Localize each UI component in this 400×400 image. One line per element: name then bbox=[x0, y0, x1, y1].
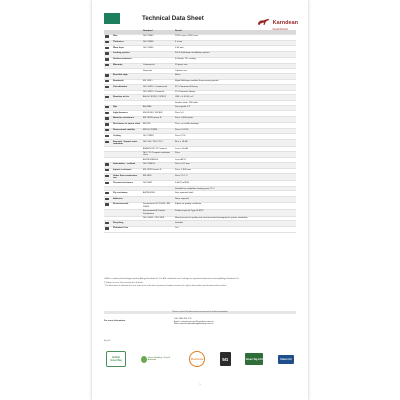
property-icon bbox=[105, 135, 109, 137]
row-result: Pass, no visible damage bbox=[174, 122, 296, 128]
property-icon bbox=[105, 192, 109, 194]
row-standard: EN 13329 annex F bbox=[142, 168, 174, 174]
row-label: Surface treatment bbox=[112, 57, 142, 63]
row-result: Pass grade: P2 bbox=[174, 105, 296, 111]
row-label: Acoustic / Impact noise reduction bbox=[112, 140, 142, 147]
row-label: Reaction to fire bbox=[112, 95, 142, 101]
row-result: Pass: 2,000 cycles bbox=[174, 117, 296, 123]
row-result: 15 years use bbox=[174, 63, 296, 69]
row-standard: ISO 23999 bbox=[142, 134, 174, 140]
property-icon bbox=[105, 198, 109, 200]
row-result: K-Guard+ PU coating bbox=[174, 57, 296, 63]
row-standard: EN ISO 23999 bbox=[142, 128, 174, 134]
row-standard: ISO 10874 - Commercial bbox=[142, 85, 174, 91]
brand-color-block bbox=[104, 13, 120, 24]
row-label: Size bbox=[112, 34, 142, 40]
table-row bbox=[104, 174, 296, 181]
row-label: Warranty bbox=[112, 63, 142, 69]
property-icon bbox=[105, 58, 109, 60]
header-cell-result: Result bbox=[174, 30, 296, 34]
row-result: Pass ≤ 0.10% bbox=[174, 128, 296, 134]
property-icon bbox=[105, 129, 109, 131]
row-standard: AS ISO 9239.1 / 9239.2 bbox=[142, 95, 174, 101]
leaf-icon bbox=[141, 356, 147, 363]
table-row bbox=[104, 140, 296, 147]
row-result: Product specific Type III EPD bbox=[174, 209, 296, 216]
row-standard: EN 4926 bbox=[142, 174, 174, 181]
row-label: Curling bbox=[112, 134, 142, 140]
row-standard: ISO 10874 - Domestic bbox=[142, 91, 174, 95]
row-icon-cell bbox=[104, 203, 112, 210]
table-row bbox=[104, 227, 296, 233]
logo-text: Global GreenTag bbox=[110, 356, 122, 362]
row-standard: ASTM E989-06 bbox=[142, 158, 174, 162]
footnotes bbox=[104, 278, 296, 289]
row-result: Manufactured to quality and environmental management system standards bbox=[174, 216, 296, 220]
property-icon bbox=[105, 47, 109, 49]
property-icon bbox=[105, 222, 109, 224]
table-row bbox=[104, 209, 296, 216]
property-icon bbox=[105, 74, 109, 76]
row-result: Micro bbox=[174, 73, 296, 79]
row-label: Resistance to castor chair bbox=[112, 122, 142, 128]
row-label: Slip bbox=[112, 105, 142, 111]
certification-logos bbox=[106, 350, 294, 368]
row-result: 1220.0 mm x 185.0 mm bbox=[174, 34, 296, 40]
karndean-logo bbox=[257, 11, 298, 31]
indoor-air-logo bbox=[278, 355, 294, 364]
property-icon bbox=[105, 106, 109, 108]
row-standard: BS EN ISO 105 B02 bbox=[142, 111, 174, 117]
table-row bbox=[104, 151, 296, 158]
row-standard: ISO 24342 bbox=[142, 34, 174, 40]
brand-wordmark bbox=[273, 11, 298, 31]
row-standard: EN 425 bbox=[142, 122, 174, 128]
property-icon bbox=[105, 52, 109, 54]
property-icon bbox=[105, 141, 109, 143]
row-result: 33 / Commercial Heavy bbox=[174, 85, 296, 91]
row-label: Impact resistance bbox=[112, 168, 142, 174]
property-icon bbox=[105, 169, 109, 171]
row-result: See separate label bbox=[174, 191, 296, 197]
footnote: * The information is believed to be true and correct at the time of printing. Karndean reserves the right to alter product specifications without notice. bbox=[104, 285, 227, 288]
row-result: ΔLw = 18 dB bbox=[174, 140, 296, 147]
row-result: Lifetime use bbox=[174, 69, 296, 73]
property-icon bbox=[105, 41, 109, 43]
row-result: Indoor air quality certificate bbox=[174, 203, 296, 210]
row-icon-cell bbox=[104, 174, 112, 181]
row-result: Ln,w = 50 dB bbox=[174, 147, 296, 151]
floorscore-logo bbox=[189, 351, 205, 367]
row-standard: ISO 24343-1 bbox=[142, 162, 174, 168]
row-label: Standards bbox=[112, 79, 142, 85]
row-standard: ISO 24346 bbox=[142, 40, 174, 46]
row-label: Fly resistance bbox=[112, 191, 142, 197]
row-standard: Domestic bbox=[142, 69, 174, 73]
row-result: Suitable for underfloor heating max 27°C bbox=[174, 187, 296, 191]
document-header bbox=[92, 0, 308, 28]
row-label: Under floor continuous use bbox=[112, 174, 142, 181]
property-icon bbox=[105, 203, 109, 205]
property-icon bbox=[105, 86, 109, 88]
row-icon-cell bbox=[104, 151, 112, 158]
row-result: 23 / Domestic Heavy bbox=[174, 91, 296, 95]
footnote: 1 AIM is a trademark/technology owned by Allergy Standards Ltd. The ASL-certification mark and logo are registered trademarks owned by Allergy Standards Ltd. bbox=[104, 278, 239, 280]
row-result: 0.55 mm bbox=[174, 46, 296, 52]
row-standard: AS 4586 bbox=[142, 105, 174, 111]
contact-web[interactable]: Web: www.karndeandesignflooring.com.au bbox=[174, 323, 214, 326]
property-icon bbox=[105, 175, 109, 177]
property-icon bbox=[105, 64, 109, 66]
row-result: Pass ≥ 6 bbox=[174, 111, 296, 117]
row-result: None required bbox=[174, 197, 296, 203]
data-sheet-page bbox=[92, 0, 308, 400]
row-standard bbox=[142, 227, 174, 233]
gbca-logo bbox=[141, 354, 175, 364]
5g-logo bbox=[220, 352, 231, 366]
row-label: Bevelled edge bbox=[112, 73, 142, 79]
row-label: Thermal resistance bbox=[112, 181, 142, 187]
logo-text: Green Building Council Australia bbox=[147, 356, 170, 361]
row-standard: ISO 8302 bbox=[142, 181, 174, 187]
header-cell-standard: Standard bbox=[142, 30, 174, 34]
row-label: Classification bbox=[112, 85, 142, 91]
property-icon bbox=[105, 80, 109, 82]
row-label: Recycling bbox=[112, 221, 142, 227]
row-result: Suitable bbox=[174, 221, 296, 227]
row-result: Pass 27.4 °C bbox=[174, 174, 296, 181]
row-result: 0.0072 m²K/W bbox=[174, 181, 296, 187]
property-icon bbox=[105, 96, 109, 98]
row-standard: ASTM E903 bbox=[142, 191, 174, 197]
row-standard: ISO 24340 bbox=[142, 46, 174, 52]
row-icon-cell bbox=[104, 209, 112, 216]
greentag-lca-logo bbox=[245, 353, 263, 365]
row-label: Abrasion resistance bbox=[112, 117, 142, 123]
property-icon bbox=[105, 163, 109, 165]
contact-phone[interactable]: Call: 1800 331 170 bbox=[174, 318, 192, 320]
logo-text: Indoor Air bbox=[280, 357, 292, 361]
row-result: Yes bbox=[174, 227, 296, 233]
property-icon bbox=[105, 112, 109, 114]
property-icon bbox=[105, 123, 109, 125]
row-result: 5 x mm bbox=[174, 40, 296, 46]
greyhound-icon bbox=[257, 17, 271, 26]
row-standard: AS/NZS ISO 717 impact bbox=[142, 147, 174, 151]
revision-date: May 24 bbox=[104, 340, 111, 342]
row-result: Smoke value: 299 ml/m bbox=[174, 101, 296, 105]
row-standard: ISO 140 / ISO 717-2 bbox=[142, 140, 174, 147]
row-icon-cell bbox=[104, 227, 112, 233]
row-label: Environmental bbox=[112, 203, 142, 210]
row-result: Pass bbox=[174, 151, 296, 158]
row-label: Phthalate Free bbox=[112, 227, 142, 233]
row-result: Pass: 1,900 mm bbox=[174, 168, 296, 174]
page-number: 1 bbox=[199, 384, 201, 386]
row-standard: EN 16511 bbox=[142, 79, 174, 85]
logo-text: Floorscore bbox=[191, 357, 204, 361]
row-result: Pass ≤ 2% bbox=[174, 134, 296, 140]
row-standard: EN 13329 annex E bbox=[142, 117, 174, 123]
row-standard: Commercial bbox=[142, 63, 174, 69]
contact-banner: Please contact Karndean technical services for further information bbox=[104, 311, 296, 314]
global-greentag-logo bbox=[106, 351, 126, 367]
footnote: 2 Subject to terms. See warranty for full details. bbox=[104, 281, 144, 284]
property-icon bbox=[105, 227, 109, 229]
row-standard: Declaration ISO 14025 / EN 15804 bbox=[142, 203, 174, 210]
row-standard: ISO 717-2 impact insulation class bbox=[142, 151, 174, 158]
contact-email[interactable]: Email: customerservice@karndean.com.au bbox=[174, 320, 214, 323]
row-result: Pass ≤ 0.1 mm bbox=[174, 162, 296, 168]
row-label: Dimensional stability bbox=[112, 128, 142, 134]
contact-details bbox=[174, 318, 214, 326]
row-result: 5G-S Fold down installation system bbox=[174, 52, 296, 58]
contact-label: For more information: bbox=[104, 320, 126, 322]
row-label: Indentation - residual bbox=[112, 162, 142, 168]
property-icon bbox=[105, 117, 109, 119]
logo-text: Green Tag LCA bbox=[245, 357, 263, 361]
property-icon bbox=[105, 182, 109, 184]
logo-text: 5G bbox=[222, 356, 229, 362]
row-standard: ISO 14001 / ISO 9001 bbox=[142, 216, 174, 220]
row-result: Rigid Multilayer modular floorcovering panels bbox=[174, 79, 296, 85]
row-label bbox=[112, 209, 142, 216]
property-icon bbox=[105, 35, 109, 37]
row-label: Light fastness bbox=[112, 111, 142, 117]
row-label: Adhesive bbox=[112, 197, 142, 203]
row-label: Wear layer bbox=[112, 46, 142, 52]
technical-spec-table bbox=[104, 30, 296, 233]
row-label bbox=[112, 151, 142, 158]
row-result: Ln,w dB 51 bbox=[174, 158, 296, 162]
row-icon-cell bbox=[104, 140, 112, 147]
document-title: Technical Data Sheet bbox=[142, 15, 204, 22]
row-standard: Environmental Product Declaration bbox=[142, 209, 174, 216]
row-result: CRF > 4.5 kW / m² bbox=[174, 95, 296, 101]
brand-name: Karndean bbox=[272, 20, 298, 26]
row-label: Thickness bbox=[112, 40, 142, 46]
table-row bbox=[104, 203, 296, 210]
row-label: Locking system bbox=[112, 52, 142, 58]
